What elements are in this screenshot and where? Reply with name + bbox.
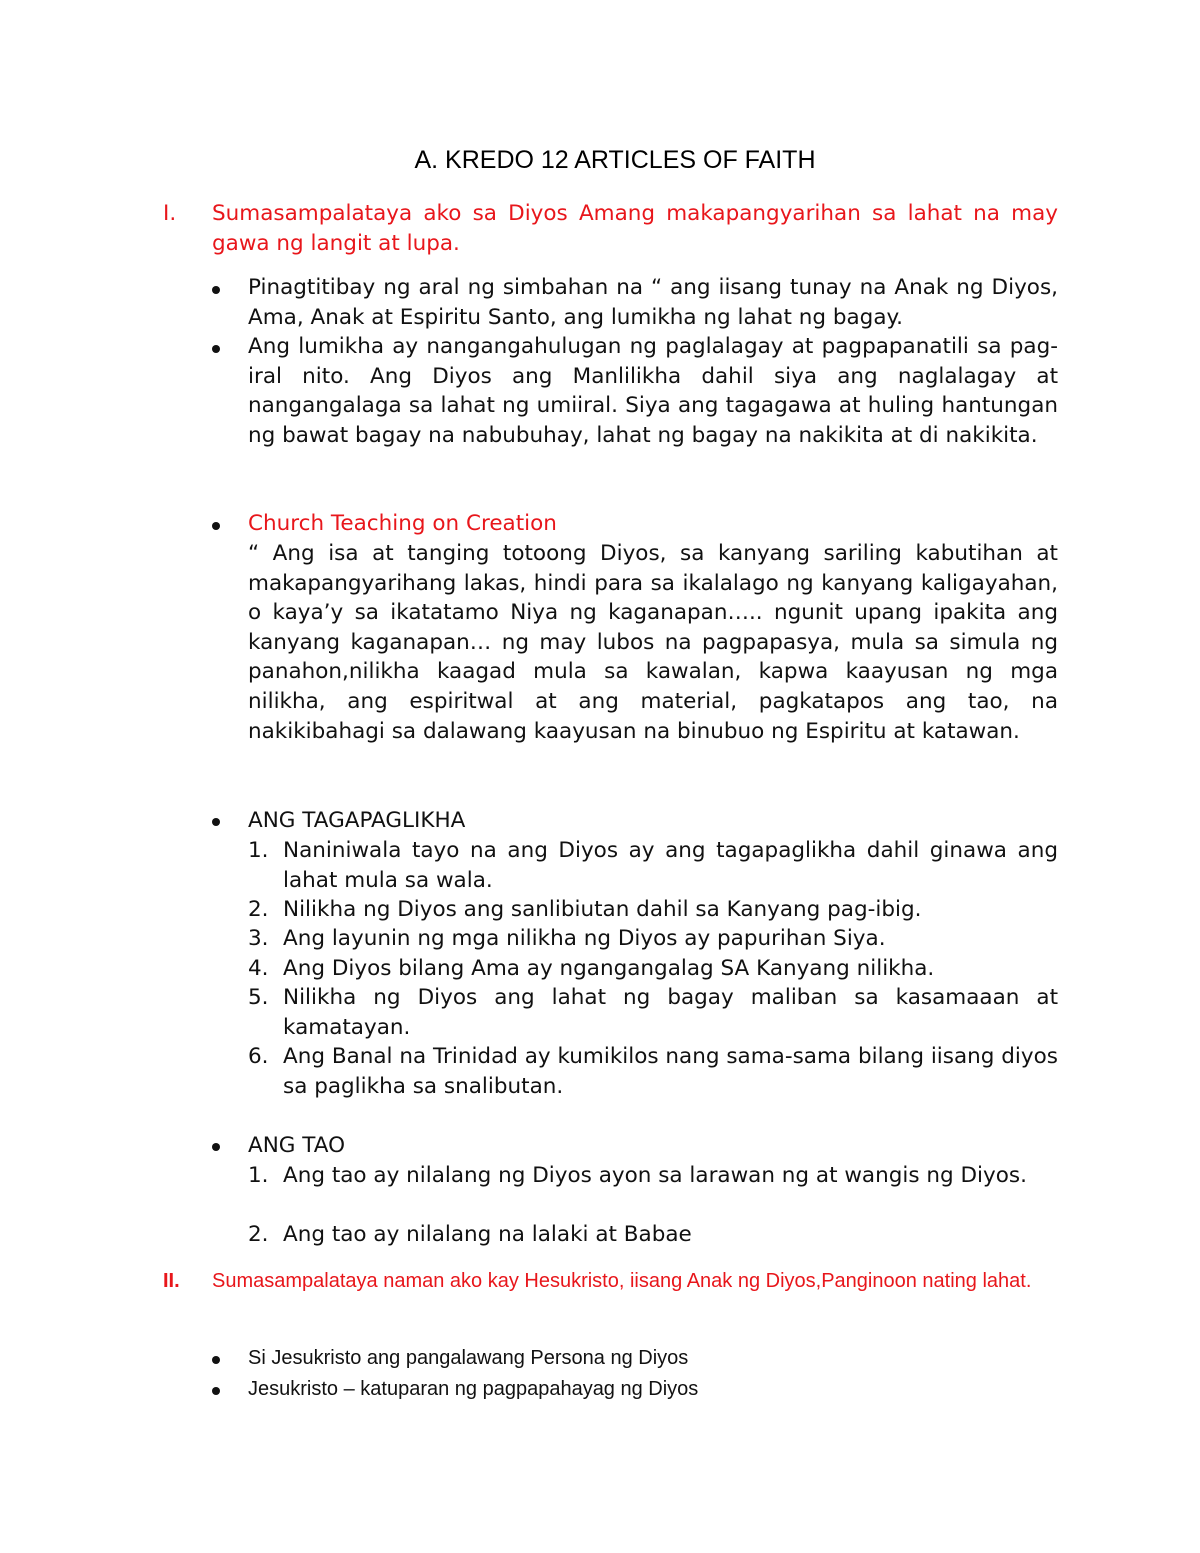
bullet-icon xyxy=(212,818,220,826)
section-1-bullet-2: Ang lumikha ay nangangahulugan ng paglalagay at pagpapanatili sa pag-iral nito. Ang Diyos ang Manlilikha dahil siya ang naglalagay at nangangalaga sa lahat ng umiiral. Siya ang tagagawa at huling hantungan ng bawat bagay na nabubuhay, lahat ng bagay na nakikita at di nakikita. xyxy=(248,334,1058,448)
list-item: Ang tao ay nilalang na lalaki at Babae xyxy=(283,1222,692,1247)
section-2-bullet-1: Si Jesukristo ang pangalawang Persona ng Diyos xyxy=(248,1347,689,1369)
section-2-bullet-2: Jesukristo – katuparan ng pagpapahayag ng Diyos xyxy=(248,1378,699,1400)
list-item: Ang Banal na Trinidad ay kumikilos nang sama-sama bilang iisang diyos sa paglikha sa snalibutan. xyxy=(283,1044,1058,1099)
list-item: Ang Diyos bilang Ama ay ngangangalag SA Kanyang nilikha. xyxy=(283,956,935,981)
document-title: A. KREDO 12 ARTICLES OF FAITH xyxy=(414,146,816,174)
church-teaching-text: “ Ang isa at tanging totoong Diyos, sa kanyang sariling kabutihan at makapangyarihang lakas, hindi para sa ikalalago ng kanyang kaligayahan, o kaya’y sa ikatatamo Niya ng kaganapan….. ngunit upang ipakita ang kanyang kaganapan… ng may lubos na pagpapasya, mula sa simula ng panahon,nilikha kaagad mula sa kawalan, kapwa kaayusan ng mga nilikha, ang espiritwal at ang material, pagkatapos ang tao, na nakikibahagi sa dalawang kaayusan na binubuo ng Espiritu at katawan. xyxy=(248,541,1058,744)
list-item: Naniniwala tayo na ang Diyos ay ang tagapaglikha dahil ginawa ang lahat mula sa wala. xyxy=(283,838,1058,893)
section-2-heading: Sumasampalataya naman ako kay Hesukristo, iisang Anak ng Diyos,Panginoon nating lahat. xyxy=(212,1270,1032,1292)
tagapaglikha-heading: ANG TAGAPAGLIKHA xyxy=(248,808,466,833)
bullet-icon xyxy=(212,1143,220,1151)
list-number: 6. xyxy=(248,1044,269,1069)
list-number: 2. xyxy=(248,897,269,922)
list-item: Nilikha ng Diyos ang sanlibiutan dahil sa Kanyang pag-ibig. xyxy=(283,897,922,922)
tao-heading: ANG TAO xyxy=(248,1133,346,1158)
bullet-icon xyxy=(212,1387,220,1395)
list-number: 4. xyxy=(248,956,269,981)
section-1-heading: Sumasampalataya ako sa Diyos Amang makapangyarihan sa lahat na may gawa ng langit at lupa. xyxy=(212,201,1058,256)
section-1-numeral: I. xyxy=(163,201,177,226)
bullet-icon xyxy=(212,1356,220,1364)
list-item: Nilikha ng Diyos ang lahat ng bagay maliban sa kasamaaan at kamatayan. xyxy=(283,985,1058,1040)
list-number: 1. xyxy=(248,838,269,863)
section-1-bullet-1: Pinagtitibay ng aral ng simbahan na “ ang iisang tunay na Anak ng Diyos, Ama, Anak at Espiritu Santo, ang lumikha ng lahat ng bagay. xyxy=(248,275,1058,330)
list-item: Ang layunin ng mga nilikha ng Diyos ay papurihan Siya. xyxy=(283,926,886,951)
list-number: 3. xyxy=(248,926,269,951)
list-number: 2. xyxy=(248,1222,269,1247)
section-2-numeral: II. xyxy=(163,1270,180,1292)
church-teaching-heading: Church Teaching on Creation xyxy=(248,511,557,536)
list-item: Ang tao ay nilalang ng Diyos ayon sa larawan ng at wangis ng Diyos. xyxy=(283,1163,1027,1188)
bullet-icon xyxy=(212,522,220,530)
list-number: 5. xyxy=(248,985,269,1010)
bullet-icon xyxy=(212,345,220,353)
list-number: 1. xyxy=(248,1163,269,1188)
bullet-icon xyxy=(212,286,220,294)
